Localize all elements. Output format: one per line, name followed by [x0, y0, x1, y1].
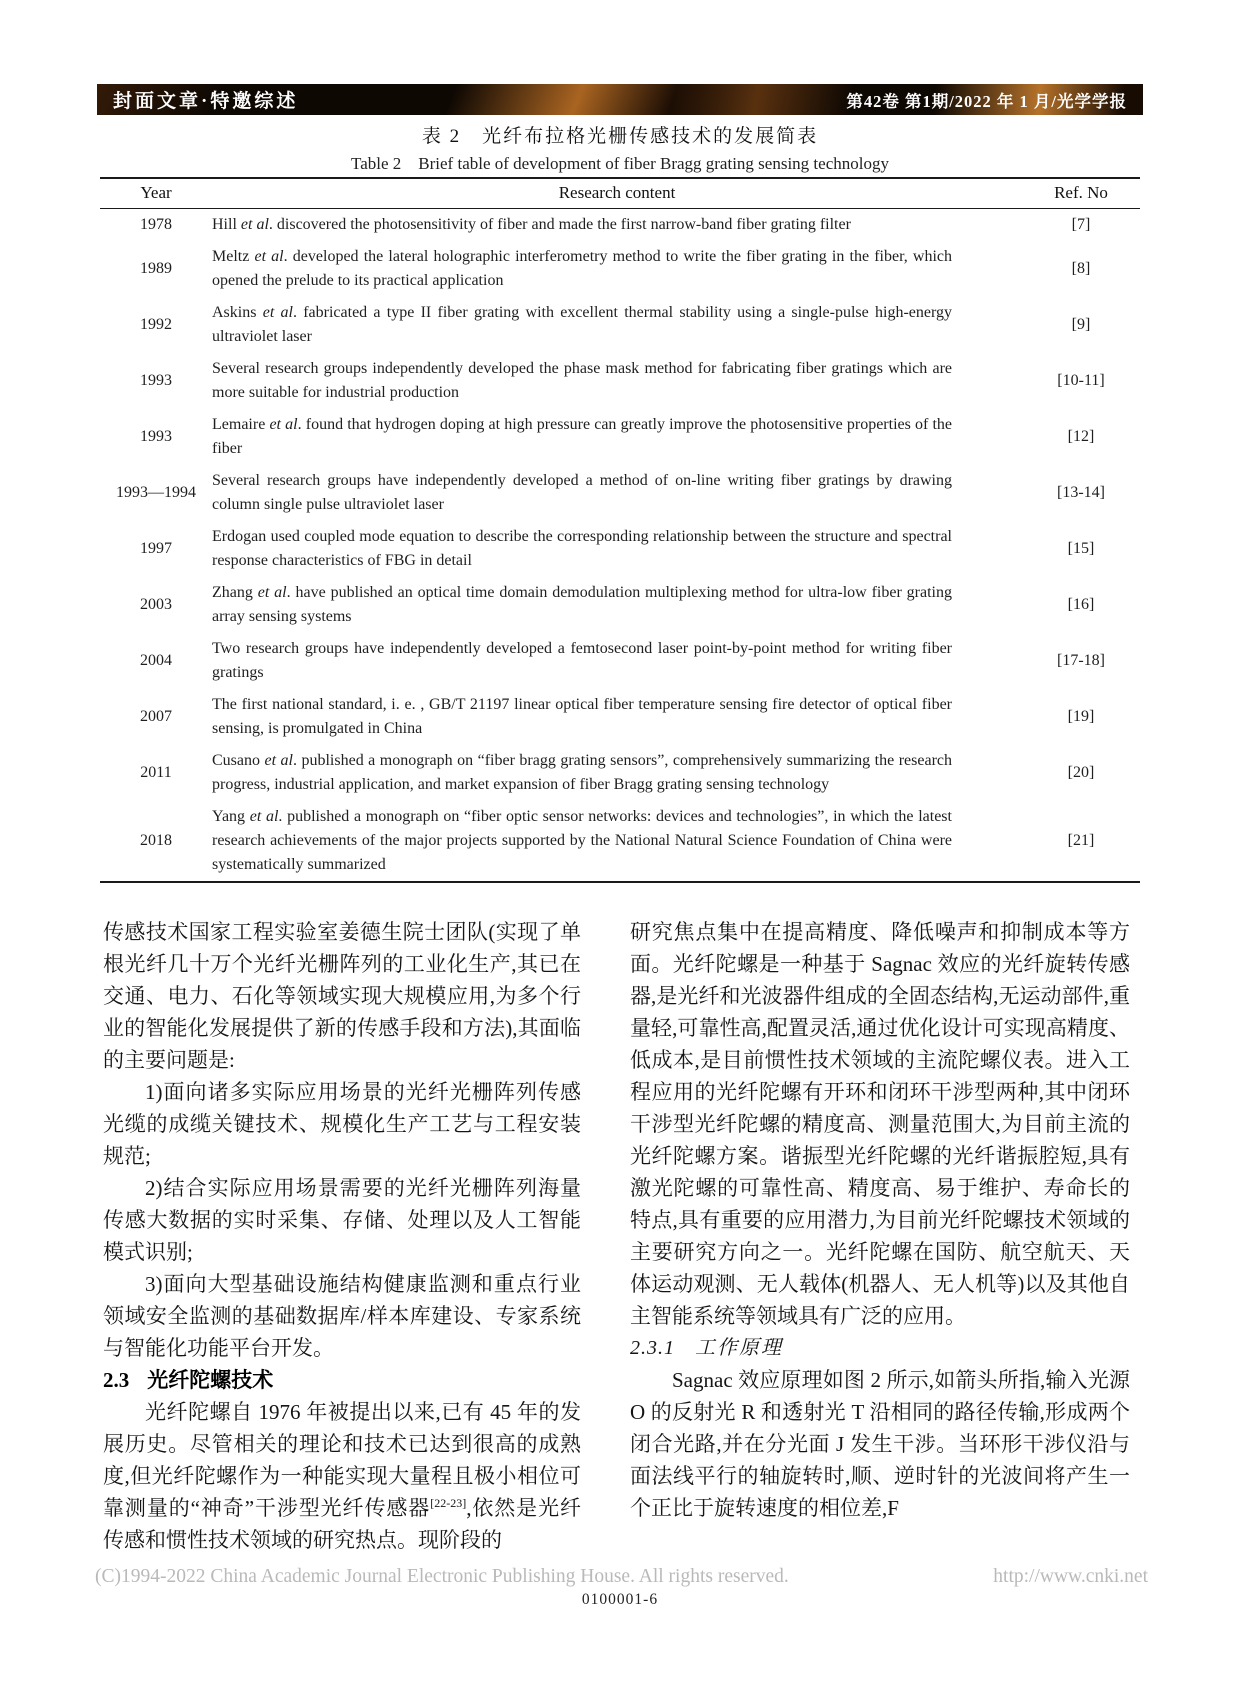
col-header-year: Year	[100, 178, 212, 209]
content-cell: Several research groups independently developed the phase mask method for fabricating fiber gratings which are more suitable for industrial production	[212, 360, 952, 401]
content-cell: Two research groups have independently developed a femtosecond laser point-by-point method for writing fiber gratings	[212, 640, 952, 681]
body-column-right	[630, 916, 1130, 1524]
content-cell: Hill et al. discovered the photosensitivity of fiber and made the first narrow-band fiber grating filter	[212, 216, 851, 233]
table-title-en: Table 2 Brief table of development of fiber Bragg grating sensing technology	[351, 154, 889, 173]
table-row	[100, 521, 1140, 577]
table-title-zh: 表 2 光纤布拉格光栅传感技术的发展简表	[421, 126, 819, 147]
page-number: 0100001-6	[581, 1591, 659, 1608]
page-header-banner	[97, 84, 1143, 115]
ref-cell: [17-18]	[1057, 652, 1105, 669]
body-column-left	[103, 916, 581, 1556]
ref-cell: [19]	[1067, 708, 1095, 725]
development-table	[100, 177, 1140, 883]
ref-cell: [8]	[1071, 260, 1091, 277]
year-cell: 2003	[140, 596, 172, 613]
content-cell: Erdogan used coupled mode equation to describe the corresponding relationship between the structure and spectral response characteristics of FBG in detail	[212, 528, 952, 569]
section-heading-2-3-1	[630, 1332, 1130, 1364]
section-number: 2.3	[103, 1368, 130, 1392]
table-row	[100, 577, 1140, 633]
year-cell: 1997	[140, 540, 172, 557]
ref-cell: [13-14]	[1057, 484, 1105, 501]
journal-issue-label: 第42卷 第1期/2022 年 1 月/光学学报	[846, 91, 1127, 111]
paragraph: 3)面向大型基础设施结构健康监测和重点行业领域安全监测的基础数据库/样本库建设、专家系统与智能化功能平台开发。	[103, 1272, 581, 1360]
ref-cell: [16]	[1067, 596, 1095, 613]
paragraph: 传感技术国家工程实验室姜德生院士团队(实现了单根光纤几十万个光纤光栅阵列的工业化生产,其已在交通、电力、石化等领域实现大规模应用,为多个行业的智能化发展提供了新的传感手段和方法),其面临的主要问题是:	[103, 920, 581, 1072]
cnki-url: http://www.cnki.net	[993, 1566, 1148, 1587]
paragraph: 2)结合实际应用场景需要的光纤光栅阵列海量传感大数据的实时采集、存储、处理以及人工智能模式识别;	[103, 1176, 581, 1264]
table-row	[100, 801, 1140, 882]
year-cell: 1989	[140, 260, 172, 277]
col-header-ref: Ref. No	[1022, 178, 1140, 209]
column-type-label: 封面文章·特邀综述	[113, 91, 299, 112]
section-number: 2.3.1	[630, 1337, 675, 1359]
table-header-row	[100, 178, 1140, 209]
content-cell: Meltz et al. developed the lateral holographic interferometry method to write the fiber grating in the fiber, which opened the prelude to its practical application	[212, 248, 953, 289]
ref-cell: [21]	[1067, 832, 1095, 849]
copyright-text: (C)1994-2022 China Academic Journal Electronic Publishing House. All rights reserved.	[95, 1566, 789, 1587]
ref-cell: [10-11]	[1057, 372, 1105, 389]
col-header-content: Research content	[212, 178, 1022, 209]
ref-cell: [7]	[1071, 216, 1091, 233]
ref-cell: [20]	[1067, 764, 1095, 781]
ref-cell: [15]	[1067, 540, 1095, 557]
table-row	[100, 689, 1140, 745]
table-row	[100, 297, 1140, 353]
paragraph: Sagnac 效应原理如图 2 所示,如箭头所指,输入光源 O 的反射光 R 和透射光 T 沿相同的路径传输,形成两个闭合光路,并在分光面 J 发生干涉。当环形干涉仪沿与面法线平行的轴旋转时,顺、逆时针的光波间将产生一个正比于旋转速度的相位差,F	[630, 1368, 1130, 1520]
year-cell: 1993	[140, 428, 172, 445]
content-cell: Askins et al. fabricated a type II fiber grating with excellent thermal stability using a single-pulse high-energy ultraviolet laser	[212, 304, 953, 345]
copyright-line	[95, 1566, 1148, 1588]
year-cell: 2018	[140, 832, 172, 849]
ref-cell: [12]	[1067, 428, 1095, 445]
year-cell: 2004	[140, 652, 172, 669]
paragraph: 研究焦点集中在提高精度、降低噪声和抑制成本等方面。光纤陀螺是一种基于 Sagnac 效应的光纤旋转传感器,是光纤和光波器件组成的全固态结构,无运动部件,重量轻,可靠性高,配置灵活,通过优化设计可实现高精度、低成本,是目前惯性技术领域的主流陀螺仪表。进入工程应用的光纤陀螺有开环和闭环干涉型两种,其中闭环干涉型光纤陀螺的精度高、测量范围大,为目前主流的光纤陀螺方案。谐振型光纤陀螺的光纤谐振腔短,具有激光陀螺的可靠性高、精度高、易于维护、寿命长的特点,具有重要的应用潜力,为目前光纤陀螺技术领域的主要研究方向之一。光纤陀螺在国防、航空航天、天体运动观测、无人载体(机器人、无人机等)以及其他自主智能系统等领域具有广泛的应用。	[630, 920, 1130, 1328]
year-cell: 1992	[140, 316, 172, 333]
year-cell: 1993—1994	[116, 484, 196, 501]
table-row	[100, 633, 1140, 689]
table-row	[100, 745, 1140, 801]
content-cell: Several research groups have independently developed a method of on-line writing fiber gratings by drawing column single pulse ultraviolet laser	[212, 472, 952, 513]
year-cell: 1993	[140, 372, 172, 389]
content-cell: Cusano et al. published a monograph on “fiber bragg grating sensors”, comprehensively summarizing the research progress, industrial application, and market expansion of fiber Bragg grating sensing technology	[212, 752, 952, 793]
section-title: 光纤陀螺技术	[147, 1368, 274, 1392]
paragraph: 光纤陀螺自 1976 年被提出以来,已有 45 年的发展历史。尽管相关的理论和技术已达到很高的成熟度,但光纤陀螺作为一种能实现大量程且极小相位可靠测量的“神奇”干涉型光纤传感器[22-23],依然是光纤传感和惯性技术领域的研究热点。现阶段的	[103, 1400, 582, 1552]
table-row	[100, 241, 1140, 297]
content-cell: Zhang et al. have published an optical time domain demodulation multiplexing method for ultra-low fiber grating array sensing systems	[212, 584, 953, 625]
year-cell: 1978	[140, 216, 172, 233]
table-row	[100, 353, 1140, 409]
table-row	[100, 465, 1140, 521]
content-cell: The first national standard, i. e. , GB/T 21197 linear optical fiber temperature sensing fire detector of optical fiber sensing, is promulgated in China	[212, 696, 952, 737]
paragraph: 1)面向诸多实际应用场景的光纤光栅阵列传感光缆的成缆关键技术、规模化生产工艺与工程安装规范;	[103, 1080, 581, 1168]
ref-cell: [9]	[1071, 316, 1091, 333]
year-cell: 2011	[140, 764, 172, 781]
content-cell: Lemaire et al. found that hydrogen doping at high pressure can greatly improve the photosensitive properties of the fiber	[212, 416, 953, 457]
content-cell: Yang et al. published a monograph on “fiber optic sensor networks: devices and technologies”, in which the latest research achievements of the major projects supported by the National Natural Science Foundation of China were systematically summarized	[212, 808, 952, 873]
table-row	[100, 409, 1140, 465]
year-cell: 2007	[140, 708, 172, 725]
section-heading-2-3	[103, 1364, 581, 1396]
table-row	[100, 209, 1140, 242]
section-title: 工作原理	[695, 1337, 783, 1359]
